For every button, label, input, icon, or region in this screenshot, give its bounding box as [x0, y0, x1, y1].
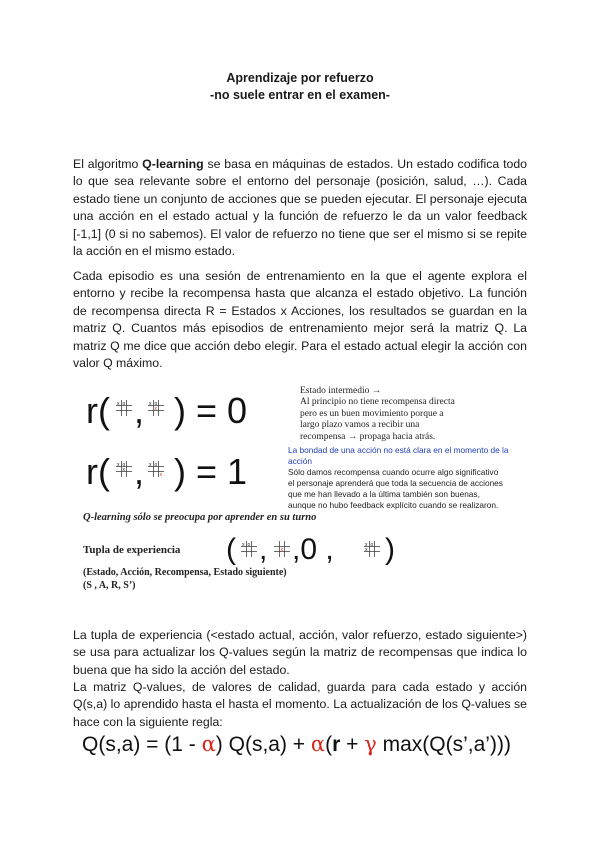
- reward-eq-1-close: ) = 1: [174, 451, 248, 492]
- svg-text:x: x: [117, 462, 120, 468]
- svg-text:x: x: [149, 401, 152, 407]
- note-significant-reward: Sólo damos recompensa cuando ocurre algo significativo el personaje aprenderá que toda la secuencia de acciones que me han llevado a la última también son buenas, aunque no hubo feedback explícito cuando se realizaron.: [288, 467, 503, 510]
- tictactoe-grid-icon: [241, 541, 257, 557]
- note-intermediate-state: Estado intermedio → Al principio no tiene recompensa directa pero es un buen movimiento porque a largo plazo vamos a recibir una recompensa → propaga hacia atrás.: [300, 386, 455, 442]
- qlearning-turn-note: Q-learning sólo se preocupa por aprender en su turno: [83, 512, 317, 523]
- alpha-symbol: α: [201, 732, 216, 756]
- svg-text:o: o: [122, 462, 126, 468]
- tictactoe-grid-icon: [364, 541, 380, 557]
- svg-text:x: x: [159, 472, 162, 477]
- svg-text:o: o: [154, 401, 158, 407]
- tictactoe-grid-icon: [148, 461, 164, 477]
- tictactoe-grid-icon: [148, 400, 164, 416]
- svg-text:x: x: [154, 406, 157, 412]
- page-title: Aprendizaje por refuerzo: [226, 71, 374, 85]
- paragraph-episodes: Cada episodio es una sesión de entrenamiento en la que el agente explora el entorno y recibe la recompensa hasta que alcanza el estado objetivo. La función de recompensa directa R = Estados x Acciones, los resultados se guardan en la matriz Q. Cuantos más episodios de entrenamiento mejor será la matriz Q. La matriz Q me dice que acción debo elegir. Para el estado actual elegir la acción con valor Q máximo.: [73, 269, 527, 371]
- svg-text:x: x: [365, 542, 368, 548]
- tupla-reward-zero: ,0 ,: [292, 533, 334, 566]
- alpha-symbol: α: [310, 732, 326, 756]
- reward-eq-0-comma: ,: [134, 390, 145, 431]
- tupla-open-paren: (: [226, 533, 236, 566]
- paragraph-qlearning-intro: El algoritmo Q-learning se basa en máquinas de estados. Un estado codifica todo lo que sea relevante sobre el entorno del personaje (posición, salud, …). Cada estado tiene un conjunto de acciones que se pueden ejecutar. El personaje ejecuta una acción en el estado actual y la función de refuerzo le da un valor feedback [-1,1] (0 si no sabemos). El valor de refuerzo no tiene que ser el mismo si se repite la acción en el mismo estado.: [73, 157, 528, 259]
- reward-eq-1-comma: ,: [134, 451, 145, 492]
- reward-eq-1-open: r(: [86, 451, 110, 492]
- page-subtitle: -no suele entrar en el examen-: [210, 88, 390, 102]
- svg-text:x: x: [122, 467, 125, 473]
- tictactoe-grid-icon: [116, 400, 132, 416]
- tictactoe-grid-icon: [116, 461, 132, 477]
- svg-text:x: x: [242, 542, 245, 548]
- paragraph-tupla: La tupla de experiencia (<estado actual, acción, valor refuerzo, estado siguiente>) se usa para actualizar los Q-values según la matriz de recompensas que indica lo buena que ha sido la acción del estado.: [73, 628, 527, 677]
- tictactoe-grid-icon: [274, 541, 290, 557]
- qlearning-update-formula: Q(s,a) = (1 - α) Q(s,a) + α(r + γ max(Q(s’,a’))): [82, 732, 511, 756]
- svg-text:o: o: [154, 462, 158, 468]
- svg-text:o: o: [370, 542, 374, 548]
- svg-text:x: x: [280, 547, 283, 553]
- svg-text:x: x: [365, 547, 368, 553]
- tupla-label: Tupla de experiencia: [83, 544, 181, 556]
- tupla-abbreviation: (S , A, R, S’): [83, 580, 136, 591]
- tupla-comma: ,: [259, 533, 268, 566]
- tupla-description: (Estado, Acción, Recompensa, Estado siguiente): [83, 567, 287, 578]
- note-action-goodness: La bondad de una acción no está clara en el momento de la acción: [288, 445, 509, 466]
- svg-text:o: o: [247, 542, 251, 548]
- gamma-symbol: γ: [364, 732, 377, 756]
- grid-mark-o: o: [122, 401, 126, 407]
- grid-mark-x: x: [117, 401, 120, 407]
- svg-text:x: x: [149, 462, 152, 468]
- tupla-close-paren: ): [385, 533, 395, 566]
- qlearning-term: Q-learning: [142, 157, 204, 171]
- reward-eq-0-close: ) = 0: [174, 390, 248, 431]
- reward-eq-0-open: r(: [86, 390, 110, 431]
- paragraph-qvalues: La matriz Q-values, de valores de calidad, guarda para cada estado y acción Q(s,a) lo aprendido hasta el hasta el momento. La actualización de los Q-values se hace con la siguiente regla:: [73, 680, 527, 729]
